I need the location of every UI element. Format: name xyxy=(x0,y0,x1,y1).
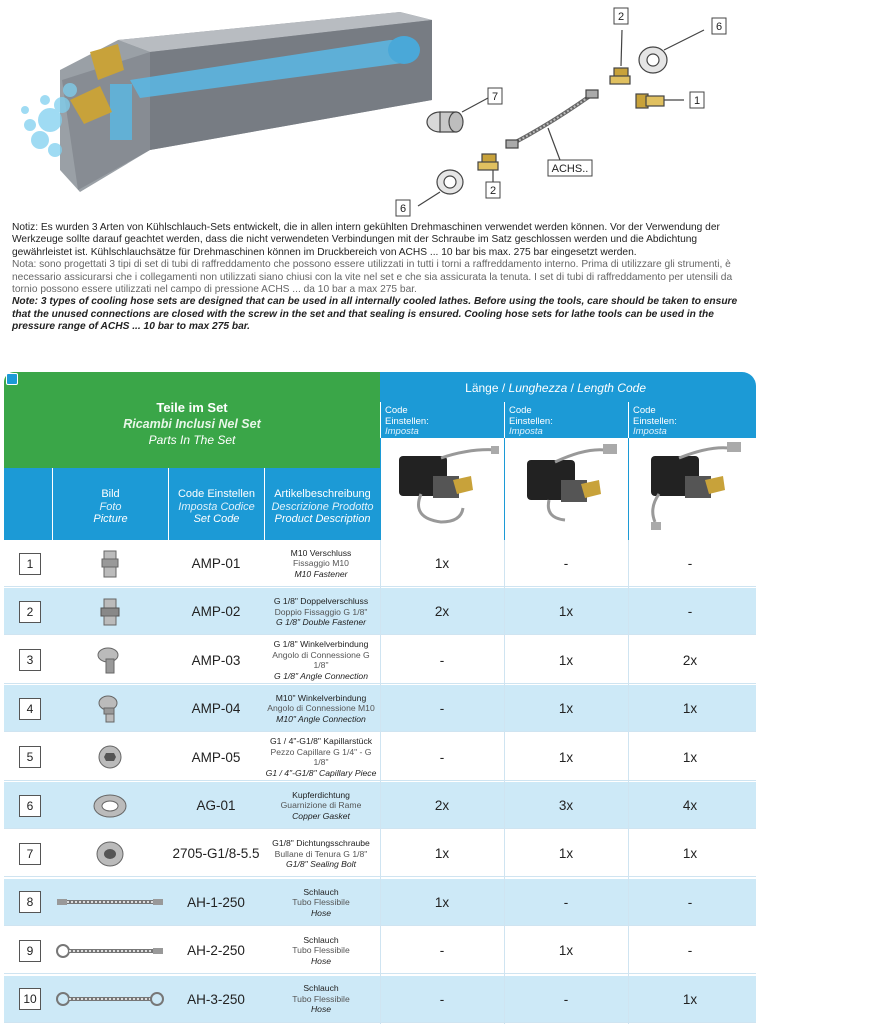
picture-column-header: Bild Foto Picture xyxy=(52,468,168,540)
part-picture xyxy=(52,976,168,1023)
qty-achs-2: 1x xyxy=(558,943,574,959)
qty-achs-3: 2x xyxy=(682,652,698,668)
set-code-header-3: Code Einstellen: Imposta ACHS-3-250 xyxy=(628,402,756,438)
qty-achs-1: - xyxy=(439,701,445,717)
part-picture xyxy=(52,927,168,974)
tool-holder-illustration xyxy=(21,12,432,192)
m10-fastener-illustration xyxy=(636,94,664,108)
length-code-header xyxy=(380,372,756,402)
sealing-bolt-illustration xyxy=(427,112,463,132)
callout-7: 7 xyxy=(491,91,499,103)
qty-achs-2: 1x xyxy=(558,846,574,862)
part-code: AMP-05 xyxy=(191,749,241,765)
part-description: Kupferdichtung Guarnizione di Rame Copper Gasket xyxy=(280,789,362,821)
row-number: 10 xyxy=(18,976,42,1023)
part-description: Schlauch Tubo Flessibile Hose xyxy=(292,983,350,1015)
copper-gasket-illustration-upper xyxy=(639,47,667,73)
part-description: G1 / 4"-G1/8" Kapillarstück Pezzo Capillare G 1/4" - G 1/8" G1 / 4"-G1/8" Capillary Piece xyxy=(265,736,377,778)
note-english: Note: 3 types of cooling hose sets are designed that can be used in all internally cooled lathes. Before using the tools, care should be taken to ensure that the unused connections are closed with the screw in the set and that sealing is ensured. Cooling hose sets for lathe tools can be used in the pressure range of ACHS ... 10 bar to max 275 bar. xyxy=(12,296,738,333)
qty-achs-3: 4x xyxy=(682,798,698,813)
qty-achs-3: - xyxy=(687,894,693,910)
qty-achs-1: - xyxy=(439,749,445,765)
length-header-en: Length Code xyxy=(577,381,646,395)
callout-achs: ACHS.. xyxy=(551,163,589,175)
callout-6-upper: 6 xyxy=(715,21,723,33)
qty-achs-3: - xyxy=(687,943,693,959)
row-number: 9 xyxy=(18,927,42,974)
parts-header-en: Parts In The Set xyxy=(148,433,236,447)
row-number: 7 xyxy=(18,830,42,877)
desc-column-header: Artikelbeschreibung Descrizione Prodotto Product Description xyxy=(264,468,380,540)
part-description: G 1/8" Doppelverschluss Doppio Fissaggio G 1/8" G 1/8" Double Fastener xyxy=(273,596,369,628)
length-header-sep: / xyxy=(567,381,578,395)
qty-achs-2: 1x xyxy=(558,604,574,620)
qty-achs-3: 1x xyxy=(682,749,698,765)
row-number: 4 xyxy=(18,685,42,732)
qty-achs-2: 1x xyxy=(558,749,574,765)
parts-header-it: Ricambi Inclusi Nel Set xyxy=(123,417,261,431)
set-code-value-3: ACHS-3-250 xyxy=(793,415,856,427)
qty-achs-1: - xyxy=(439,652,445,668)
qty-achs-3: - xyxy=(687,604,693,620)
qty-achs-3: 1x xyxy=(682,846,698,862)
callout-2-upper: 2 xyxy=(617,11,625,23)
part-description: M10" Winkelverbindung Angolo di Connessione M10 M10" Angle Connection xyxy=(267,693,375,724)
set-image-achs-1 xyxy=(380,438,504,540)
corner-marker-icon xyxy=(6,373,18,385)
set-code-header-1: Code Einstellen: Imposta xyxy=(380,402,504,438)
part-code: 2705-G1/8-5.5 xyxy=(172,846,260,862)
part-picture xyxy=(52,685,168,732)
qty-achs-2: 1x xyxy=(558,701,574,717)
column-divider xyxy=(628,540,629,1024)
column-divider xyxy=(380,540,381,1024)
parts-table xyxy=(4,372,856,1024)
qty-achs-1: 1x xyxy=(434,894,450,910)
qty-achs-1: 1x xyxy=(434,846,450,862)
part-code: AH-3-250 xyxy=(187,991,245,1007)
part-picture xyxy=(52,830,168,877)
set-image-achs-2 xyxy=(504,438,628,540)
qty-achs-3: 1x xyxy=(682,701,698,717)
row-number: 3 xyxy=(18,637,42,684)
part-description: G 1/8" Winkelverbindung Angolo di Connessione G 1/8" G 1/8" Angle Connection xyxy=(272,639,370,681)
code-column-header: Code Einstellen Imposta Codice Set Code xyxy=(168,468,264,540)
row-number: 2 xyxy=(18,588,42,635)
part-code: AH-2-250 xyxy=(187,943,245,959)
double-fastener-illustration-upper xyxy=(610,68,630,84)
column-divider xyxy=(504,540,505,1024)
qty-achs-1: 1x xyxy=(434,556,450,571)
qty-achs-2: 1x xyxy=(558,652,574,668)
qty-achs-1: - xyxy=(439,943,445,959)
callout-6-lower: 6 xyxy=(399,203,407,215)
parts-header-de: Teile im Set xyxy=(156,400,228,415)
note-german: Notiz: Es wurden 3 Arten von Kühlschlauch-Sets entwickelt, die in allen intern gekühlten Drehmaschinen verwendet werden können. Vor der Verwendung der Werkzeuge sollte darauf geachtet werden, dass die nicht verwendeten Verbindungen mit der Schraube im Satz geschlossen werden und die Abdichtung gewährleistet ist. Kühlschlauchsätze für Drehmaschinen können im Druckbereich von ACHS ... 10 bar bis max. 275 bar eingesetzt werden. xyxy=(12,222,720,258)
callout-1: 1 xyxy=(693,95,701,107)
copper-gasket-illustration-lower xyxy=(437,170,463,194)
qty-achs-3: 1x xyxy=(682,991,698,1007)
row-number: 5 xyxy=(18,734,42,781)
qty-achs-1: - xyxy=(439,991,445,1007)
part-description: Schlauch Tubo Flessibile Hose xyxy=(292,935,350,966)
part-picture xyxy=(52,879,168,926)
part-code: AMP-02 xyxy=(191,604,241,620)
part-picture xyxy=(52,734,168,781)
set-image-achs-3 xyxy=(628,438,756,540)
part-picture xyxy=(52,588,168,635)
part-description: Schlauch Tubo Flessibile Hose xyxy=(292,886,350,918)
parts-in-set-header xyxy=(4,372,380,468)
row-number: 8 xyxy=(18,879,42,926)
qty-achs-1: 2x xyxy=(434,798,450,813)
double-fastener-illustration-lower xyxy=(478,154,498,170)
part-code: AMP-01 xyxy=(191,556,241,571)
part-description: M10 Verschluss Fissaggio M10 M10 Fastener xyxy=(290,547,352,579)
part-code: AMP-04 xyxy=(191,701,241,717)
exploded-parts-diagram xyxy=(418,30,704,206)
qty-achs-2: - xyxy=(563,556,569,571)
part-picture xyxy=(52,540,168,587)
row-number: 1 xyxy=(18,540,42,587)
hero-illustration xyxy=(0,0,756,218)
note-italian: Nota: sono progettati 3 tipi di set di tubi di raffreddamento che possono essere utilizzati in tutti i torni a raffreddamento interno. Prima di utilizzare gli strumenti, è necessario assicurarsi che i collegamenti non utilizzati siano chiusi con la vite nel set e che sia assicurata la tenuta. I set di tubi di raffreddamento per utensili da tornio possono essere utilizzati nel campo di pressione ACHS ... da 10 bar a max 275 bar. xyxy=(12,259,733,296)
notes-block xyxy=(12,222,744,334)
part-code: AMP-03 xyxy=(191,652,241,668)
part-picture xyxy=(52,637,168,684)
part-code: AG-01 xyxy=(196,798,236,813)
qty-achs-1: 2x xyxy=(434,604,450,620)
qty-achs-2: 3x xyxy=(558,798,574,813)
length-header-it: Lunghezza xyxy=(508,381,568,395)
row-number: 6 xyxy=(18,782,42,829)
num-column-header xyxy=(4,468,52,540)
part-description: G1/8" Dichtungsschraube Bullane di Tenura G 1/8" G1/8" Sealing Bolt xyxy=(272,838,370,870)
part-picture xyxy=(52,782,168,829)
length-header-de: Länge / xyxy=(465,381,509,395)
qty-achs-2: - xyxy=(563,991,569,1007)
callout-2-lower: 2 xyxy=(489,185,497,197)
part-code: AH-1-250 xyxy=(187,894,245,910)
qty-achs-3: - xyxy=(687,556,693,571)
set-code-header-2: Code Einstellen: Imposta xyxy=(504,402,628,438)
qty-achs-2: - xyxy=(563,894,569,910)
